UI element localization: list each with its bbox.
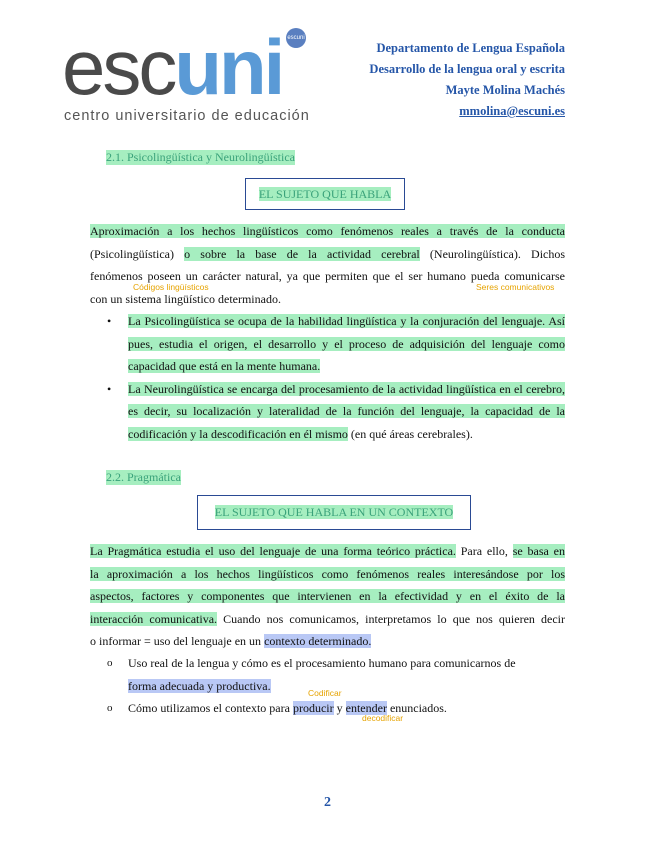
header-author: Mayte Molina Machés bbox=[445, 83, 565, 97]
document-header bbox=[369, 38, 565, 122]
list-item: • La Neurolingüística se encarga del procesamiento de la actividad lingüística en el cerebro, es decir, su localización y lateralidad de la función del lenguaje, la capacidad de la codificación y la descodificación en él mismo (en qué áreas cerebrales). bbox=[107, 381, 565, 441]
escuni-logo bbox=[62, 23, 312, 128]
header-course: Desarrollo de la lengua oral y escrita bbox=[369, 62, 565, 76]
header-email-link[interactable]: mmolina@escuni.es bbox=[459, 104, 565, 118]
section-heading-2-2: 2.2. Pragmática bbox=[106, 470, 181, 484]
title-box-1: EL SUJETO QUE HABLA bbox=[245, 178, 405, 210]
logo-subtitle: centro universitario de educación bbox=[64, 108, 310, 124]
section-heading-2-1: 2.1. Psicolingüística y Neurolingüística bbox=[106, 150, 295, 164]
logo-wordmark: escuni bbox=[62, 23, 283, 111]
logo-seal: escuni bbox=[286, 28, 306, 48]
bullet-list-3 bbox=[90, 697, 565, 720]
bullet-list-1 bbox=[90, 310, 565, 445]
paragraph-pragmatica: La Pragmática estudia el uso del lenguaje de una forma teórico práctica. Para ello, se basa en la aproximación a los hechos lingüísticos como fenómenos reales interesándose por los aspectos, factores y componentes que intervienen en la efectividad y en el éxito de la interacción comunicativa. Cuando nos comunicamos, interpretamos lo que nos quieren decir o informar = uso del lenguaje en un contexto determinado. bbox=[90, 544, 565, 648]
annotation-codigos: Códigos lingüísticos bbox=[133, 282, 209, 292]
title-box-2: EL SUJETO QUE HABLA EN UN CONTEXTO bbox=[197, 495, 471, 530]
list-item: o Uso real de la lengua y cómo es el procesamiento humano para comunicarnos de forma adecuada y productiva. bbox=[107, 656, 516, 693]
list-item: • La Psicolingüística se ocupa de la habilidad lingüística y la conjuración del lenguaje. Así pues, estudia el origen, el desarrollo y el proceso de adquisición del lenguaje como capacidad que está en la mente humana. bbox=[107, 314, 565, 373]
page-number: 2 bbox=[324, 795, 331, 810]
annotation-seres: Seres comunicativos bbox=[476, 282, 555, 292]
header-department: Departamento de Lengua Española bbox=[376, 41, 565, 55]
list-item: o Cómo utilizamos el contexto para producir y entender enunciados. bbox=[107, 701, 447, 715]
paragraph-intro: Aproximación a los hechos lingüísticos como fenómenos reales a través de la conducta (Psicolingüística) o sobre la base de la actividad cerebral (Neurolingüística). Dichos fenómenos poseen un carácter natural, ya que permiten que el ser humano pueda comunicarse con un sistema lingüístico determinado. bbox=[90, 224, 566, 306]
annotation-decodificar: decodificar bbox=[362, 713, 404, 723]
annotation-codificar: Codificar bbox=[308, 688, 342, 698]
